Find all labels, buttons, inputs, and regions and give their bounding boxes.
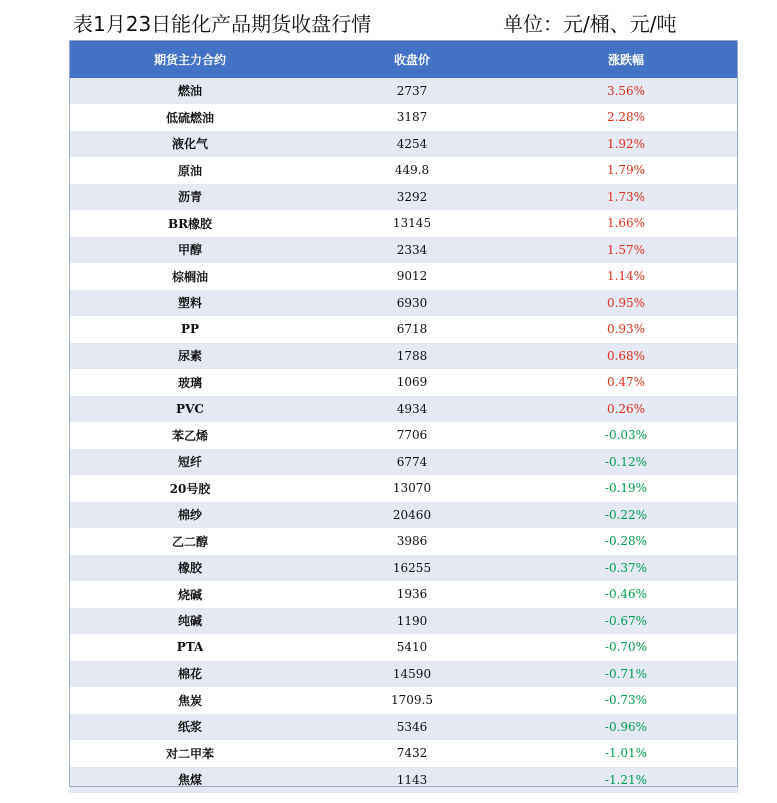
change-percent-cell: -0.73% — [514, 687, 738, 714]
contract-name-cell: 低硫燃油 — [70, 104, 310, 131]
column-header-close-price: 收盘价 — [310, 41, 514, 78]
table-row — [70, 263, 738, 290]
table-row — [70, 210, 738, 237]
close-price-cell: 6774 — [310, 449, 514, 476]
contract-name-cell: 棉花 — [70, 661, 310, 688]
contract-name-cell: PTA — [70, 634, 310, 661]
change-percent-cell: -0.71% — [514, 661, 738, 688]
contract-name-cell: PP — [70, 316, 310, 343]
contract-name-cell: 橡胶 — [70, 555, 310, 582]
contract-name-cell: 苯乙烯 — [70, 422, 310, 449]
table-row — [70, 661, 738, 688]
table-row — [70, 369, 738, 396]
contract-name-cell: 焦煤 — [70, 767, 310, 794]
change-percent-cell: 1.14% — [514, 263, 738, 290]
table-body — [70, 78, 738, 793]
contract-name-cell: 乙二醇 — [70, 528, 310, 555]
contract-name-cell: 纸浆 — [70, 714, 310, 741]
change-percent-cell: -0.46% — [514, 581, 738, 608]
change-percent-cell: -0.37% — [514, 555, 738, 582]
title-bar — [73, 10, 713, 38]
close-price-cell: 5410 — [310, 634, 514, 661]
table-header — [70, 41, 738, 78]
contract-name-cell: 甲醇 — [70, 237, 310, 264]
close-price-cell: 6718 — [310, 316, 514, 343]
table-row — [70, 422, 738, 449]
table-row — [70, 687, 738, 714]
close-price-cell: 2334 — [310, 237, 514, 264]
contract-name-cell: 尿素 — [70, 343, 310, 370]
change-percent-cell: 0.68% — [514, 343, 738, 370]
table-row — [70, 343, 738, 370]
contract-name-cell: 对二甲苯 — [70, 740, 310, 767]
close-price-cell: 13070 — [310, 475, 514, 502]
table-row — [70, 104, 738, 131]
close-price-cell: 7706 — [310, 422, 514, 449]
close-price-cell: 9012 — [310, 263, 514, 290]
contract-name-cell: 液化气 — [70, 131, 310, 158]
table-row — [70, 608, 738, 635]
contract-name-cell: 燃油 — [70, 78, 310, 104]
table-row — [70, 502, 738, 529]
close-price-cell: 4254 — [310, 131, 514, 158]
change-percent-cell: 1.79% — [514, 157, 738, 184]
contract-name-cell: 棉纱 — [70, 502, 310, 529]
change-percent-cell: -1.01% — [514, 740, 738, 767]
change-percent-cell: -0.19% — [514, 475, 738, 502]
change-percent-cell: 0.47% — [514, 369, 738, 396]
close-price-cell: 7432 — [310, 740, 514, 767]
contract-name-cell: 纯碱 — [70, 608, 310, 635]
table-row — [70, 184, 738, 211]
change-percent-cell: 1.92% — [514, 131, 738, 158]
close-price-cell: 5346 — [310, 714, 514, 741]
column-header-change: 涨跌幅 — [514, 41, 738, 78]
table-row — [70, 555, 738, 582]
change-percent-cell: -0.67% — [514, 608, 738, 635]
contract-name-cell: 烧碱 — [70, 581, 310, 608]
close-price-cell: 3292 — [310, 184, 514, 211]
contract-name-cell: 焦炭 — [70, 687, 310, 714]
change-percent-cell: -0.12% — [514, 449, 738, 476]
close-price-cell: 20460 — [310, 502, 514, 529]
change-percent-cell: -1.21% — [514, 767, 738, 794]
futures-quote-table — [70, 41, 738, 794]
unit-label: 单位：元/桶、元/吨 — [503, 12, 677, 36]
close-price-cell: 1788 — [310, 343, 514, 370]
page-title: 表1月23日能化产品期货收盘行情 — [73, 12, 372, 36]
close-price-cell: 4934 — [310, 396, 514, 423]
contract-name-cell: 原油 — [70, 157, 310, 184]
table-row — [70, 528, 738, 555]
table-row — [70, 396, 738, 423]
table-row — [70, 157, 738, 184]
table-row — [70, 714, 738, 741]
close-price-cell: 1936 — [310, 581, 514, 608]
contract-name-cell: BR橡胶 — [70, 210, 310, 237]
contract-name-cell: PVC — [70, 396, 310, 423]
table-row — [70, 634, 738, 661]
table-row — [70, 740, 738, 767]
close-price-cell: 2737 — [310, 78, 514, 104]
column-header-contract: 期货主力合约 — [70, 41, 310, 78]
contract-name-cell: 20号胶 — [70, 475, 310, 502]
change-percent-cell: 2.28% — [514, 104, 738, 131]
table-row — [70, 290, 738, 317]
table-row — [70, 449, 738, 476]
change-percent-cell: 0.95% — [514, 290, 738, 317]
header-row — [70, 41, 738, 78]
table-row — [70, 78, 738, 104]
change-percent-cell: -0.22% — [514, 502, 738, 529]
table-row — [70, 767, 738, 794]
change-percent-cell: -0.03% — [514, 422, 738, 449]
close-price-cell: 14590 — [310, 661, 514, 688]
close-price-cell: 449.8 — [310, 157, 514, 184]
table-row — [70, 475, 738, 502]
change-percent-cell: -0.96% — [514, 714, 738, 741]
contract-name-cell: 玻璃 — [70, 369, 310, 396]
contract-name-cell: 短纤 — [70, 449, 310, 476]
contract-name-cell: 棕榈油 — [70, 263, 310, 290]
change-percent-cell: 0.93% — [514, 316, 738, 343]
contract-name-cell: 沥青 — [70, 184, 310, 211]
table-row — [70, 237, 738, 264]
change-percent-cell: 3.56% — [514, 78, 738, 104]
change-percent-cell: 0.26% — [514, 396, 738, 423]
change-percent-cell: 1.66% — [514, 210, 738, 237]
close-price-cell: 1190 — [310, 608, 514, 635]
close-price-cell: 1069 — [310, 369, 514, 396]
contract-name-cell: 塑料 — [70, 290, 310, 317]
table-row — [70, 131, 738, 158]
close-price-cell: 3187 — [310, 104, 514, 131]
close-price-cell: 13145 — [310, 210, 514, 237]
table-row — [70, 581, 738, 608]
close-price-cell: 1709.5 — [310, 687, 514, 714]
close-price-cell: 6930 — [310, 290, 514, 317]
change-percent-cell: -0.28% — [514, 528, 738, 555]
change-percent-cell: -0.70% — [514, 634, 738, 661]
change-percent-cell: 1.57% — [514, 237, 738, 264]
change-percent-cell: 1.73% — [514, 184, 738, 211]
close-price-cell: 16255 — [310, 555, 514, 582]
close-price-cell: 1143 — [310, 767, 514, 794]
table-row — [70, 316, 738, 343]
close-price-cell: 3986 — [310, 528, 514, 555]
